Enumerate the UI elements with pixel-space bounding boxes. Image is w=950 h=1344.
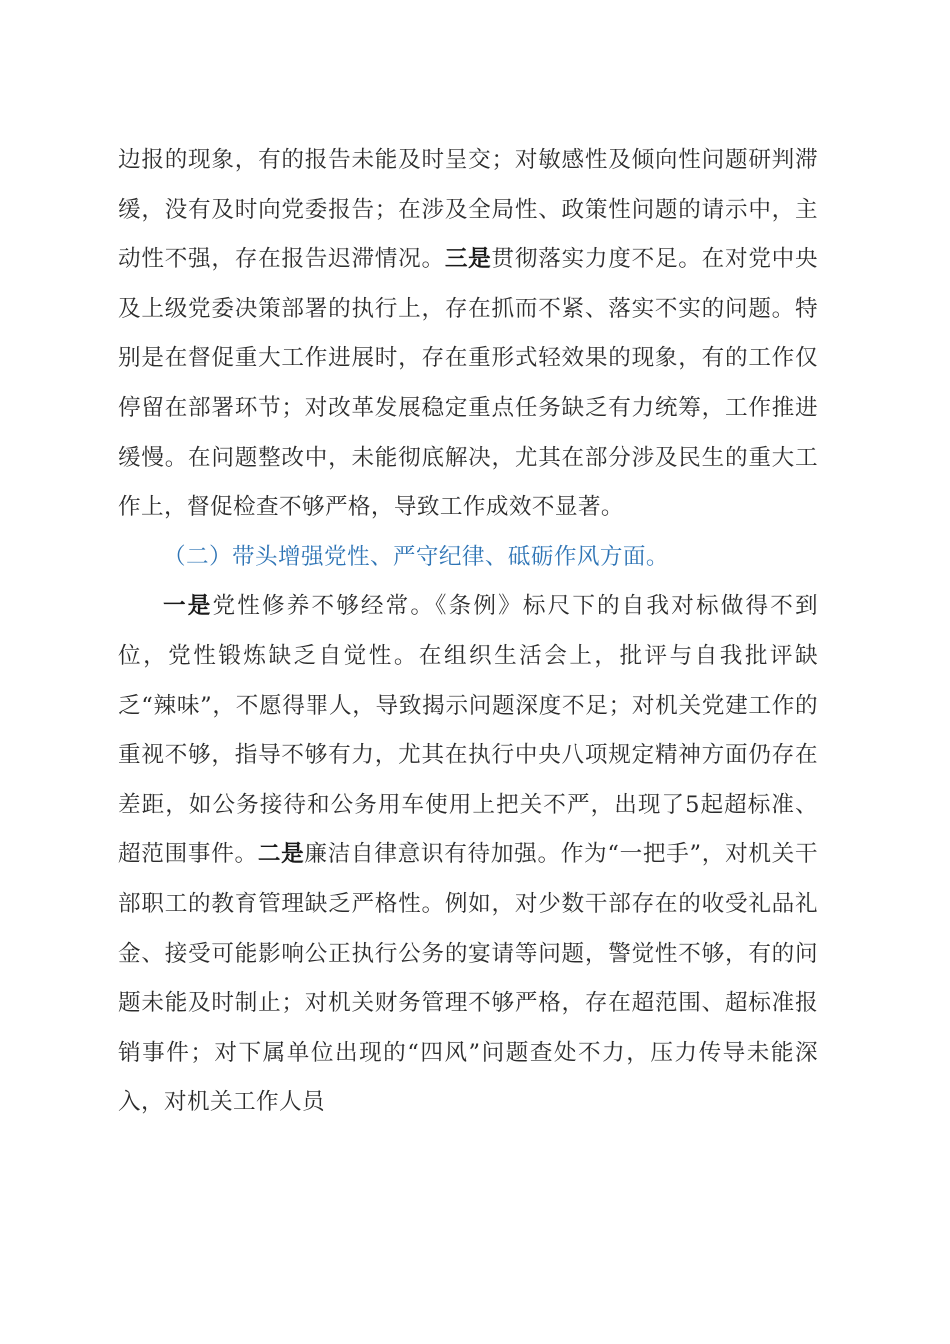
paragraph-text: 边报的现象，有的报告未能及时呈交；对敏感性及倾向性问题研判滞缓，没有及时向党委报告；在涉及全局性、政策性问题的请示中，主动性不强，存在报告迟滞情况。 (118, 147, 818, 273)
lead-marker-three: 三是 (444, 246, 492, 273)
paragraph-party-spirit (118, 582, 818, 1128)
lead-marker-two: 二是 (257, 841, 305, 868)
paragraph-accountability (118, 136, 818, 533)
paragraph-text: 党性修养不够经常。《条例》标尺下的自我对标做得不到位，党性锻炼缺乏自觉性。在组织生活会上，批评与自我批评缺乏“辣味”，不愿得罪人，导致揭示问题深度不足；对机关党建工作的重视不够，指导不够有力，尤其在执行中央八项规定精神方面仍存在差距，如公务接待和公务用车使用上把关不严，出现了5起超标准、超范围事件。 (118, 593, 818, 868)
paragraph-text: 贯彻落实力度不足。在对党中央及上级党委决策部署的执行上，存在抓而不紧、落实不实的问题。特别是在督促重大工作进展时，存在重形式轻效果的现象，有的工作仅停留在部署环节；对改革发展稳定重点任务缺乏有力统筹，工作推进缓慢。在问题整改中，未能彻底解决，尤其在部分涉及民生的重大工作上，督促检查不够严格，导致工作成效不显著。 (118, 246, 818, 521)
lead-marker-one: 一是 (163, 593, 213, 620)
paragraph-text: 廉洁自律意识有待加强。作为“一把手”，对机关干部职工的教育管理缺乏严格性。例如，对少数干部存在的收受礼品礼金、接受可能影响公正执行公务的宴请等问题，警觉性不够，有的问题未能及时制止；对机关财务管理不够严格，存在超范围、超标准报销事件；对下属单位出现的“四风”问题查处不力，压力传导未能深入，对机关工作人员 (118, 841, 818, 1116)
document-body (118, 136, 818, 1128)
section-heading-2: （二）带头增强党性、严守纪律、砥砺作风方面。 (163, 543, 669, 570)
